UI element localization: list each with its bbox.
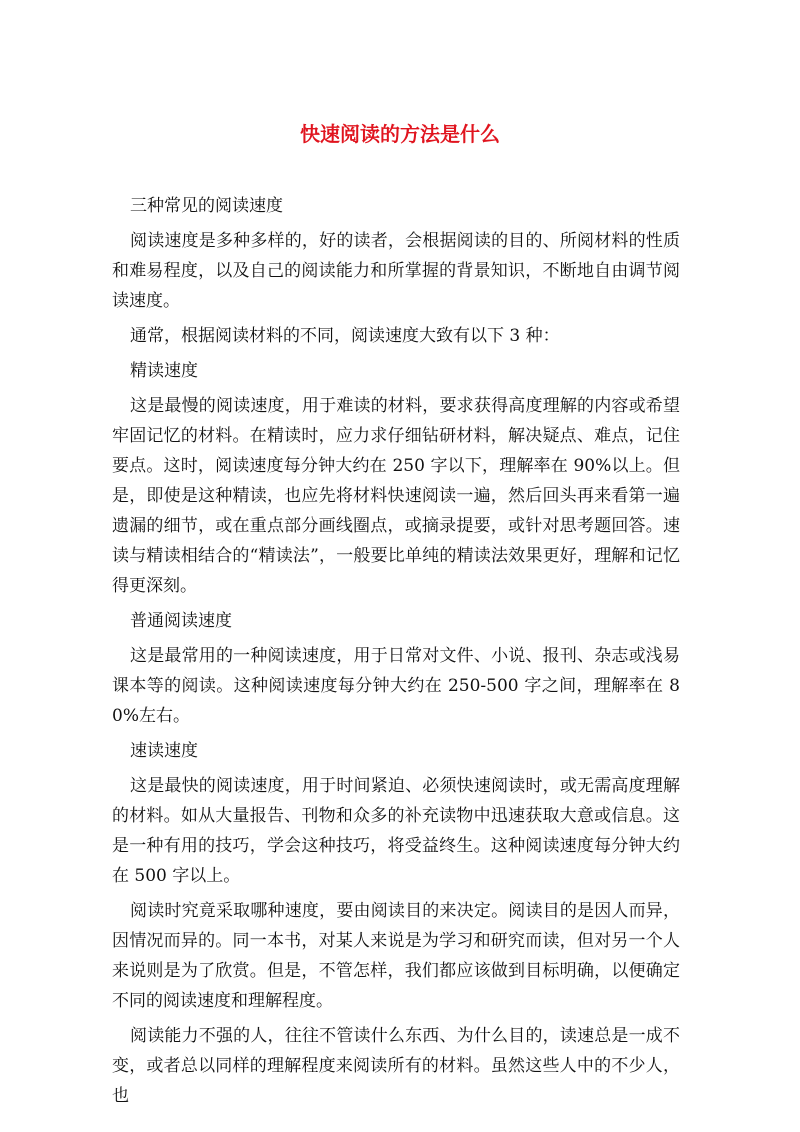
heading-three-speeds: 三种常见的阅读速度: [130, 196, 283, 216]
heading-normal-reading: 普通阅读速度: [130, 611, 232, 631]
paragraph-weak-readers: 阅读能力不强的人，往往不管读什么东西、为什么目的，读速总是一成不变，或者总以同样的理解程度来阅读所有的材料。虽然这些人中的不少人，也: [112, 1026, 680, 1106]
heading-speed-reading: 速读速度: [130, 741, 198, 761]
document-body: [112, 191, 680, 1116]
paragraph-choose-speed: 阅读时究竟采取哪种速度，要由阅读目的来决定。阅读目的是因人而异，因情况而异的。同一本书，对某人来说是为学习和研究而读，但对另一个人来说则是为了欣赏。但是，不管怎样，我们都应该做到目标明确，以便确定不同的阅读速度和理解程度。: [112, 901, 680, 1011]
paragraph-normal-reading: 这是最常用的一种阅读速度，用于日常对文件、小说、报刊、杂志或浅易课本等的阅读。这种阅读速度每分钟大约在 250-500 字之间，理解率在 80%左右。: [112, 646, 680, 726]
document-title: 快速阅读的方法是什么: [300, 122, 500, 146]
paragraph-three-types: 通常，根据阅读材料的不同，阅读速度大致有以下 3 种：: [130, 326, 560, 346]
paragraph-intensive-reading: 这是最慢的阅读速度，用于难读的材料，要求获得高度理解的内容或希望牢固记忆的材料。在精读时，应力求仔细钻研材料，解决疑点、难点，记住要点。这时，阅读速度每分钟大约在 250 字以下，理解率在 90%以上。但是，即使是这种精读，也应先将材料快速阅读一遍，然后回头再来看第一遍遗漏的细节，或在重点部分画线圈点，或摘录提要，或针对思考题回答。速读与精读相结合的“精读法”，一般要比单纯的精读法效果更好，理解和记忆得更深刻。: [112, 396, 680, 596]
heading-intensive-reading: 精读速度: [130, 361, 198, 381]
paragraph-speed-variety: 阅读速度是多种多样的，好的读者，会根据阅读的目的、所阅材料的性质和难易程度，以及自己的阅读能力和所掌握的背景知识，不断地自由调节阅读速度。: [112, 231, 680, 311]
paragraph-speed-reading: 这是最快的阅读速度，用于时间紧迫、必须快速阅读时，或无需高度理解的材料。如从大量报告、刊物和众多的补充读物中迅速获取大意或信息。这是一种有用的技巧，学会这种技巧，将受益终生。这种阅读速度每分钟大约在 500 字以上。: [112, 776, 680, 886]
